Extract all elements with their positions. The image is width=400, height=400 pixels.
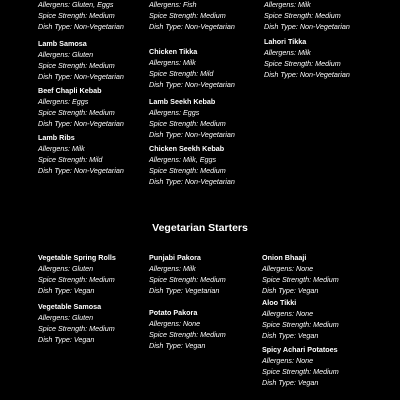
- menu-item: [262, 344, 400, 388]
- item-allergens: Allergens: Gluten: [38, 50, 94, 59]
- item-name: Lahori Tikka: [264, 37, 307, 46]
- item-allergens: Allergens: None: [262, 309, 314, 318]
- item-dish-type: Dish Type: Vegan: [38, 286, 95, 295]
- item-spice-strength: Spice Strength: Medium: [149, 11, 226, 20]
- item-name: Potato Pakora: [149, 308, 198, 317]
- menu-item: [149, 96, 289, 140]
- item-name: Vegetable Spring Rolls: [38, 253, 116, 262]
- item-name: Lamb Ribs: [38, 133, 75, 142]
- item-allergens: Allergens: None: [149, 319, 201, 328]
- menu-item: [262, 297, 400, 341]
- item-spice-strength: Spice Strength: Medium: [149, 119, 226, 128]
- item-spice-strength: Spice Strength: Mild: [149, 69, 214, 78]
- item-spice-strength: Spice Strength: Medium: [262, 320, 339, 329]
- item-allergens: Allergens: Eggs: [149, 108, 200, 117]
- item-dish-type: Dish Type: Non-Vegetarian: [264, 70, 350, 79]
- item-allergens: Allergens: None: [262, 356, 314, 365]
- item-name: Vegetable Samosa: [38, 302, 102, 311]
- menu-item: [264, 0, 400, 32]
- item-name: Lamb Seekh Kebab: [149, 97, 216, 106]
- item-allergens: Allergens: Gluten: [38, 313, 94, 322]
- item-spice-strength: Spice Strength: Medium: [264, 11, 341, 20]
- item-allergens: Allergens: Milk: [149, 264, 196, 273]
- item-dish-type: Dish Type: Non-Vegetarian: [149, 22, 235, 31]
- section-title-vegetarian-starters: Vegetarian Starters: [152, 222, 248, 234]
- item-dish-type: Dish Type: Vegan: [262, 331, 319, 340]
- item-name: Beef Chapli Kebab: [38, 86, 102, 95]
- item-allergens: Allergens: Milk: [264, 48, 311, 57]
- item-allergens: Allergens: Eggs: [38, 97, 89, 106]
- item-spice-strength: Spice Strength: Medium: [149, 330, 226, 339]
- item-allergens: Allergens: Milk: [264, 0, 311, 9]
- item-allergens: Allergens: Milk: [38, 144, 85, 153]
- item-allergens: Allergens: Fish: [149, 0, 197, 9]
- item-name: Lamb Samosa: [38, 39, 87, 48]
- menu-item: [264, 36, 400, 80]
- item-allergens: Allergens: None: [262, 264, 314, 273]
- item-allergens: Allergens: Gluten, Eggs: [38, 0, 114, 9]
- item-dish-type: Dish Type: Vegan: [262, 378, 319, 387]
- item-name: Onion Bhaaji: [262, 253, 307, 262]
- item-spice-strength: Spice Strength: Medium: [262, 275, 339, 284]
- item-name: Punjabi Pakora: [149, 253, 201, 262]
- item-spice-strength: Spice Strength: Mild: [38, 155, 103, 164]
- item-spice-strength: Spice Strength: Medium: [264, 59, 341, 68]
- item-dish-type: Dish Type: Vegetarian: [149, 286, 220, 295]
- item-dish-type: Dish Type: Non-Vegetarian: [38, 166, 124, 175]
- item-dish-type: Dish Type: Non-Vegetarian: [149, 177, 235, 186]
- item-allergens: Allergens: Gluten: [38, 264, 94, 273]
- item-allergens: Allergens: Milk: [149, 58, 196, 67]
- item-dish-type: Dish Type: Vegan: [149, 341, 206, 350]
- item-spice-strength: Spice Strength: Medium: [38, 324, 115, 333]
- menu-item: [149, 143, 289, 187]
- item-spice-strength: Spice Strength: Medium: [38, 61, 115, 70]
- item-allergens: Allergens: Milk, Eggs: [149, 155, 217, 164]
- item-name: Chicken Tikka: [149, 47, 198, 56]
- item-dish-type: Dish Type: Non-Vegetarian: [149, 80, 235, 89]
- item-dish-type: Dish Type: Vegan: [38, 335, 95, 344]
- item-dish-type: Dish Type: Non-Vegetarian: [38, 22, 124, 31]
- item-dish-type: Dish Type: Non-Vegetarian: [264, 22, 350, 31]
- item-spice-strength: Spice Strength: Medium: [38, 11, 115, 20]
- item-name: Chicken Seekh Kebab: [149, 144, 225, 153]
- item-spice-strength: Spice Strength: Medium: [149, 166, 226, 175]
- item-spice-strength: Spice Strength: Medium: [149, 275, 226, 284]
- item-spice-strength: Spice Strength: Medium: [38, 108, 115, 117]
- menu-item: [262, 252, 400, 296]
- item-spice-strength: Spice Strength: Medium: [262, 367, 339, 376]
- item-dish-type: Dish Type: Vegan: [262, 286, 319, 295]
- item-name: Spicy Achari Potatoes: [262, 345, 338, 354]
- item-dish-type: Dish Type: Non-Vegetarian: [38, 119, 124, 128]
- item-dish-type: Dish Type: Non-Vegetarian: [38, 72, 124, 81]
- item-name: Aloo Tikki: [262, 298, 297, 307]
- item-dish-type: Dish Type: Non-Vegetarian: [149, 130, 235, 139]
- item-spice-strength: Spice Strength: Medium: [38, 275, 115, 284]
